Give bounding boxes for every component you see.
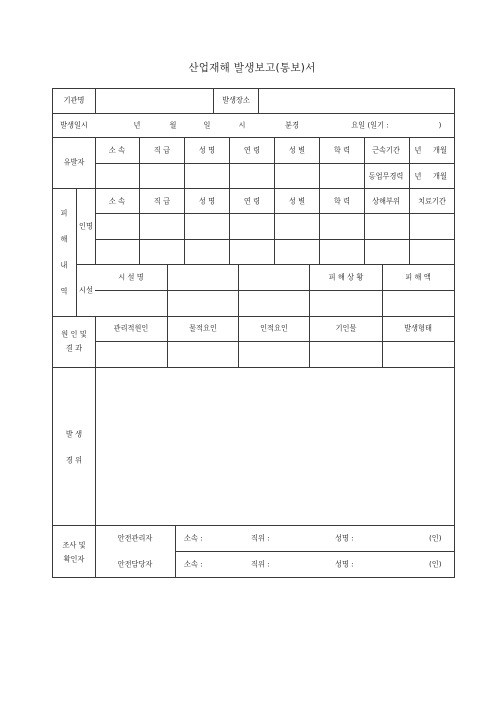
career-month-unit: 개월 [433,171,447,181]
document-title: 산업재해 발생보고(통보)서 [188,62,316,74]
month-unit: 월 [169,120,177,130]
causer-header: 성 명 [198,145,216,155]
causer-header: 소 속 [108,145,126,155]
seal-mark: (인) [429,533,442,543]
tenure-year-unit: 년 [414,145,422,155]
weekday-weather-label: 요일 (일기 : [351,120,389,130]
causer-label: 유발자 [63,157,85,167]
damage-label-char: 해 [60,234,68,244]
person-header: 연 령 [243,196,261,206]
year-unit: 년 [133,120,141,130]
career-year-unit: 년 [414,171,422,181]
tenure-month-unit: 개월 [433,145,447,155]
person-header: 상해부위 [372,196,400,206]
confirm-position-label: 직위 : [251,533,270,543]
confirm-dept-label: 소속 : [184,533,203,543]
causer-header: 학 력 [333,145,351,155]
person-header: 학 력 [333,196,351,206]
history-label: 발 생 [65,429,83,439]
hour-unit: 시 [238,120,246,130]
person-header: 성 별 [288,196,306,206]
day-unit: 일 [203,120,211,130]
damage-label-char: 역 [60,286,68,296]
confirm-role: 안전담당자 [117,559,153,569]
confirm-name-label: 성명 : [335,559,354,569]
cause-header: 관리적원인 [113,323,149,333]
facility-label: 시설 [79,285,93,295]
causer-header: 직 급 [153,145,171,155]
cause-header: 인적요인 [260,323,288,333]
confirm-dept-label: 소속 : [184,559,203,569]
cause-label: 원 인 및 [61,329,87,339]
confirm-role: 안전관리자 [117,533,153,543]
confirm-label: 조사 및 [62,540,86,550]
cause-header: 물적요인 [189,323,217,333]
person-header: 소 속 [108,196,126,206]
history-label: 경 위 [65,455,83,465]
seal-mark: (인) [429,559,442,569]
weather-close-paren: ) [438,120,442,130]
damage-label-char: 피 [60,208,68,218]
same-career-label: 동업무경력 [368,171,404,181]
facility-header: 피 해 상 황 [328,272,364,282]
person-header: 직 급 [153,196,171,206]
org-label: 기관명 [63,95,85,105]
causer-header: 성 별 [288,145,306,155]
cause-label: 결 과 [65,343,83,353]
causer-header: 연 령 [243,145,261,155]
facility-header: 시 설 명 [118,272,144,282]
causer-header: 근속기간 [372,145,400,155]
person-header: 성 명 [198,196,216,206]
confirm-position-label: 직위 : [251,559,270,569]
person-header: 치료기간 [418,196,446,206]
person-label: 인명 [79,221,93,231]
minute-unit: 분경 [285,120,299,130]
facility-header: 피 해 액 [405,272,431,282]
confirm-label: 확인자 [63,554,85,564]
confirm-name-label: 성명 : [335,533,354,543]
datetime-label: 발생일시 [60,120,88,130]
cause-header: 발생형태 [404,323,432,333]
cause-header: 기인물 [335,323,357,333]
place-label: 발생장소 [222,95,250,105]
damage-label-char: 내 [60,260,68,270]
